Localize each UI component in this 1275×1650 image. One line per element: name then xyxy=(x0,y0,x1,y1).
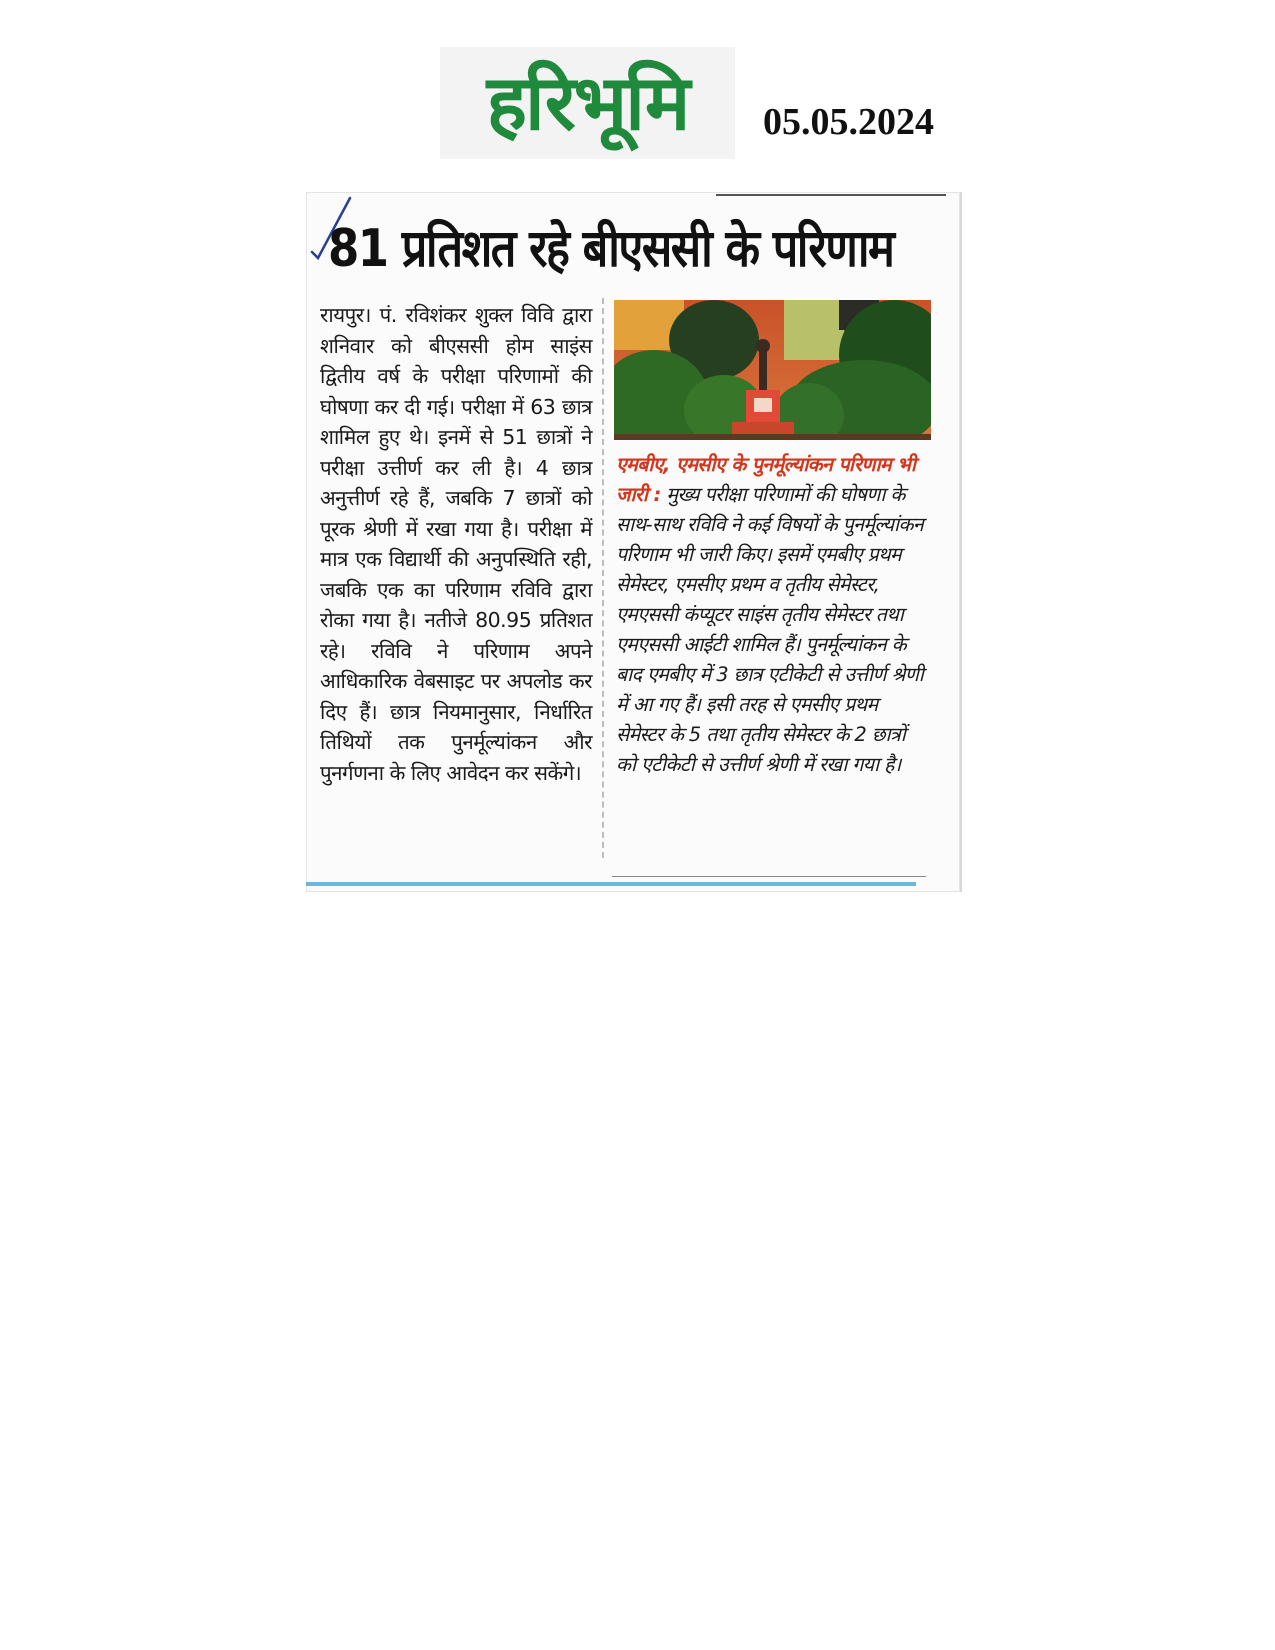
clipping-bottom-edge xyxy=(306,882,916,886)
publication-date: 05.05.2024 xyxy=(763,101,934,143)
article-right-body: मुख्य परीक्षा परिणामों की घोषणा के साथ-साथ रविवि ने कई विषयों के पुनर्मूल्यांकन परिणाम भी जारी किए। इसमें एमबीए प्रथम सेमेस्टर, एमसीए प्रथम व तृतीय सेमेस्टर, एमएससी कंप्यूटर साइंस तृतीय सेमेस्टर तथा एमएससी आईटी शामिल हैं। पुनर्मूल्यांकन के बाद एमबीए में 3 छात्र एटीकेटी से उत्तीर्ण श्रेणी में आ गए हैं। इसी तरह से एमसीए प्रथम सेमेस्टर के 5 तथा तृतीय सेमेस्टर के 2 छात्रों को एटीकेटी से उत्तीर्ण श्रेणी में रखा गया है। xyxy=(616,483,924,776)
article-headline: 81 प्रतिशत रहे बीएससी के परिणाम xyxy=(328,217,894,279)
masthead-logo-block xyxy=(440,47,735,159)
news-clipping xyxy=(306,192,960,892)
clipping-top-rule xyxy=(716,194,946,196)
newspaper-logo: हरिभूमि xyxy=(486,58,689,147)
clipping-right-edge xyxy=(960,192,962,892)
column-divider xyxy=(602,298,604,858)
article-left-column: रायपुर। पं. रविशंकर शुक्ल विवि द्वारा शनिवार को बीएससी होम साइंस द्वितीय वर्ष के परीक्षा परिणामों की घोषणा कर दी गई। परीक्षा में 63 छात्र शामिल हुए थे। इनमें से 51 छात्रों ने परीक्षा उत्तीर्ण कर ली है। 4 छात्र अनुत्तीर्ण रहे हैं, जबकि 7 छात्रों को पूरक श्रेणी में रखा गया है। परीक्षा में मात्र एक विद्यार्थी की अनुपस्थिति रही, जबकि एक का परिणाम रविवि द्वारा रोका गया है। नतीजे 80.95 प्रतिशत रहे। रविवि ने परिणाम अपने आधिकारिक वेबसाइट पर अपलोड कर दिए हैं। छात्र नियमानुसार, निर्धारित तिथियों तक पुनर्मूल्यांकन और पुनर्गणना के लिए आवेदन कर सकेंगे। xyxy=(320,303,592,785)
article-subheading: एमबीए, एमसीए के पुनर्मूल्यांकन परिणाम भी जारी : xyxy=(616,453,916,506)
university-campus-photo xyxy=(614,300,931,440)
article-right-column xyxy=(616,450,926,780)
clipping-bottom-rule xyxy=(612,876,926,877)
